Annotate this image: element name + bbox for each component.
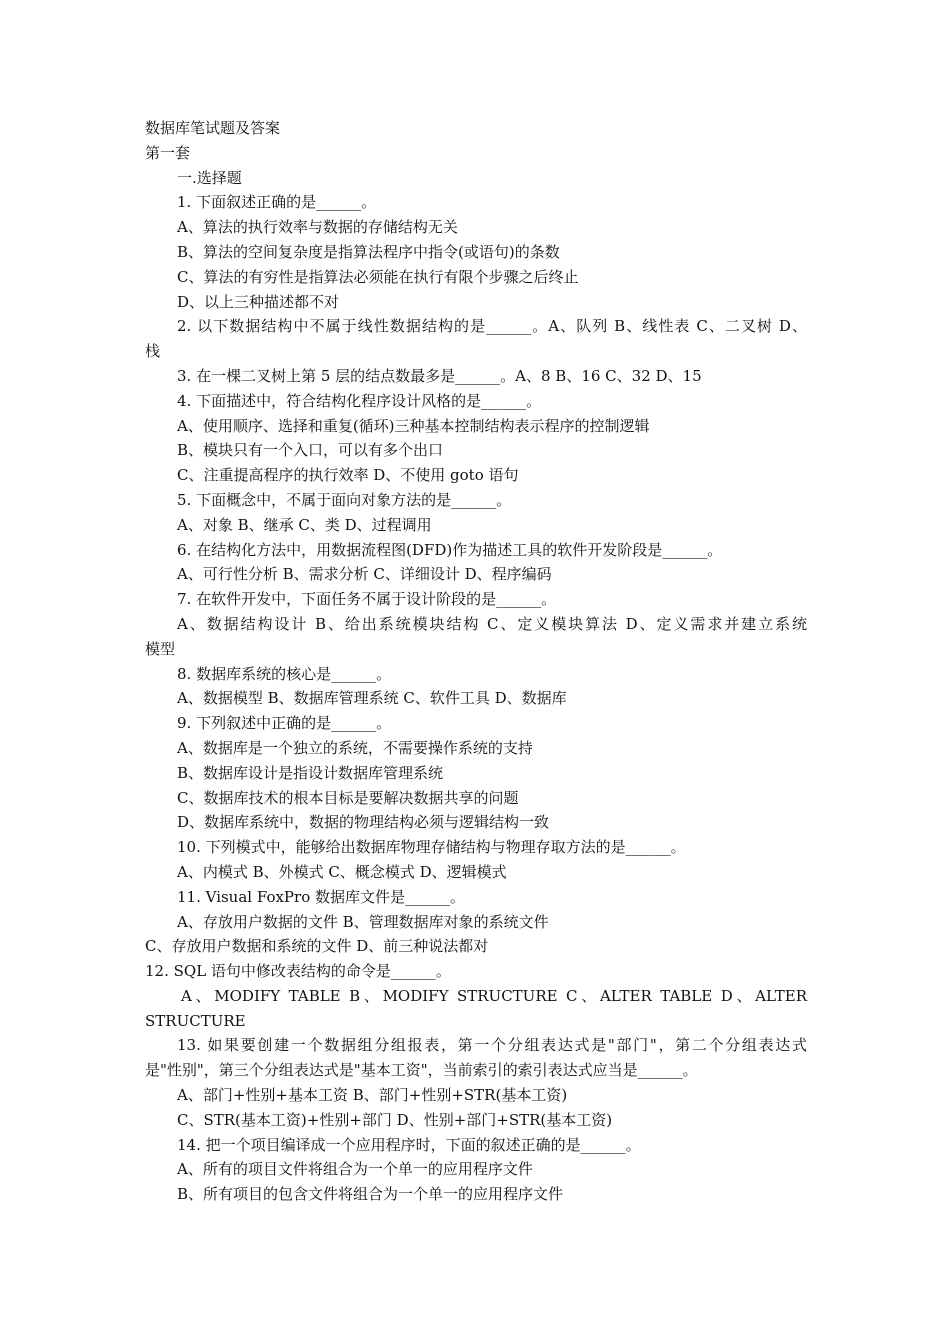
question-4: 4. 下面描述中，符合结构化程序设计风格的是______。 bbox=[177, 391, 542, 410]
option-line: C、存放用户数据和系统的文件 D、前三种说法都对 bbox=[145, 937, 489, 956]
option-line: A、可行性分析 B、需求分析 C、详细设计 D、程序编码 bbox=[177, 565, 552, 584]
option-line: C、数据库技术的根本目标是要解决数据共享的问题 bbox=[177, 788, 519, 807]
option-line: A、部门+性别+基本工资 B、部门+性别+STR(基本工资) bbox=[177, 1086, 568, 1105]
option-line: A、数据库是一个独立的系统，不需要操作系统的支持 bbox=[177, 738, 533, 757]
question-1: 1. 下面叙述正确的是______。 bbox=[177, 193, 377, 212]
option-line: D、数据库系统中，数据的物理结构必须与逻辑结构一致 bbox=[177, 813, 550, 832]
option-line: B、算法的空间复杂度是指算法程序中指令(或语句)的条数 bbox=[177, 242, 560, 261]
section-heading: 一.选择题 bbox=[177, 168, 242, 187]
option-line: A、数据模型 B、数据库管理系统 C、软件工具 D、数据库 bbox=[177, 689, 567, 708]
question-10: 10. 下列模式中，能够给出数据库物理存储结构与物理存取方法的是______。 bbox=[177, 838, 686, 857]
option-line: C、注重提高程序的执行效率 D、不使用 goto 语句 bbox=[177, 466, 519, 485]
question-9: 9. 下列叙述中正确的是______。 bbox=[177, 714, 392, 733]
doc-title: 数据库笔试题及答案 bbox=[145, 119, 281, 137]
document-body bbox=[145, 116, 807, 1207]
option-line: A、对象 B、继承 C、类 D、过程调用 bbox=[177, 515, 432, 534]
option-line: B、数据库设计是指设计数据库管理系统 bbox=[177, 763, 444, 782]
question-14: 14. 把一个项目编译成一个应用程序时，下面的叙述正确的是______。 bbox=[177, 1135, 641, 1154]
question-8: 8. 数据库系统的核心是______。 bbox=[177, 664, 392, 683]
option-line: A、MODIFY TABLE B、MODIFY STRUCTURE C、ALTER TABLE D、ALTER bbox=[181, 986, 807, 1005]
question-7: 7. 在软件开发中，下面任务不属于设计阶段的是______。 bbox=[177, 590, 557, 609]
option-line: A、使用顺序、选择和重复(循环)三种基本控制结构表示程序的控制逻辑 bbox=[177, 416, 650, 435]
option-line: B、所有项目的包含文件将组合为一个单一的应用程序文件 bbox=[177, 1185, 564, 1204]
option-line: A、所有的项目文件将组合为一个单一的应用程序文件 bbox=[177, 1160, 533, 1179]
question-13-continued: 是"性别"，第三个分组表达式是"基本工资"，当前索引的索引表达式应当是______。 bbox=[145, 1061, 698, 1080]
option-line: D、以上三种描述都不对 bbox=[177, 292, 340, 311]
option-line: A、存放用户数据的文件 B、管理数据库对象的系统文件 bbox=[177, 912, 549, 931]
question-2-continued: 栈 bbox=[145, 342, 161, 361]
option-line: A、内模式 B、外模式 C、概念模式 D、逻辑模式 bbox=[177, 862, 507, 881]
question-3: 3. 在一棵二叉树上第 5 层的结点数最多是______。A、8 B、16 C、32 D、15 bbox=[177, 366, 702, 385]
option-line: C、算法的有穷性是指算法必须能在执行有限个步骤之后终止 bbox=[177, 267, 579, 286]
option-line: A、算法的执行效率与数据的存储结构无关 bbox=[177, 218, 458, 237]
option-line: B、模块只有一个入口，可以有多个出口 bbox=[177, 441, 444, 460]
question-11: 11. Visual FoxPro 数据库文件是______。 bbox=[177, 887, 465, 906]
question-6: 6. 在结构化方法中，用数据流程图(DFD)作为描述工具的软件开发阶段是______。 bbox=[177, 540, 723, 559]
question-12: 12. SQL 语句中修改表结构的命令是______。 bbox=[145, 962, 451, 981]
question-5: 5. 下面概念中，不属于面向对象方法的是______。 bbox=[177, 490, 512, 509]
option-line-continued: STRUCTURE bbox=[145, 1011, 246, 1030]
question-13: 13. 如果要创建一个数据组分组报表，第一个分组表达式是"部门"，第二个分组表达式 bbox=[177, 1036, 807, 1055]
question-2: 2. 以下数据结构中不属于线性数据结构的是______。A、队列 B、线性表 C、二叉树 D、 bbox=[177, 317, 807, 336]
set-heading: 第一套 bbox=[145, 143, 191, 162]
option-line: A、数据结构设计 B、给出系统模块结构 C、定义模块算法 D、定义需求并建立系统 bbox=[177, 614, 807, 633]
option-line-continued: 模型 bbox=[145, 639, 176, 658]
option-line: C、STR(基本工资)+性别+部门 D、性别+部门+STR(基本工资) bbox=[177, 1110, 613, 1129]
